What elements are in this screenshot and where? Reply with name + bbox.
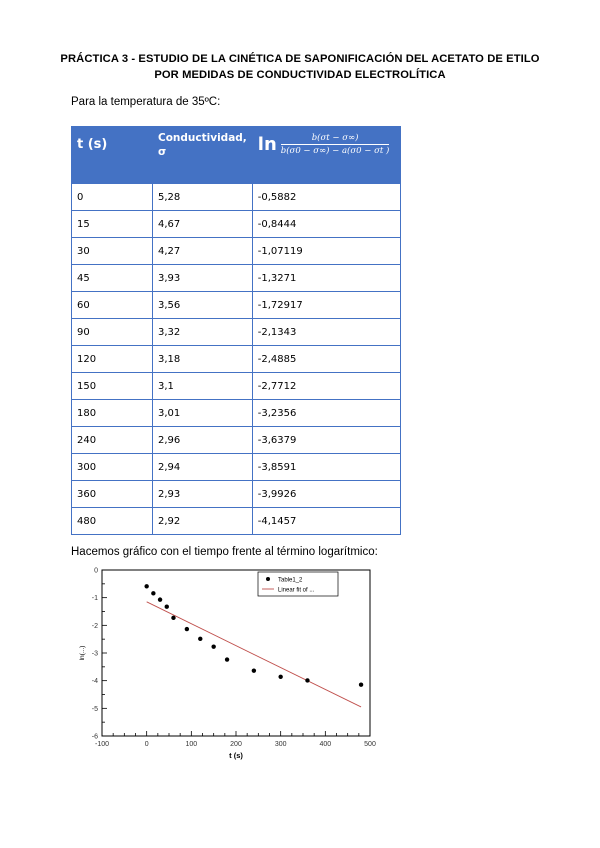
- table-row: [72, 184, 401, 211]
- table-row: [72, 400, 401, 427]
- cell-conductivity: 3,01: [153, 400, 253, 427]
- data-point: [144, 584, 148, 588]
- cell-time: 360: [72, 481, 153, 508]
- cell-ln-value: -1,07119: [252, 238, 400, 265]
- x-axis-label: t (s): [229, 751, 243, 760]
- cell-time: 45: [72, 265, 153, 292]
- x-tick-label: 300: [274, 741, 287, 748]
- x-tick-label: 500: [364, 741, 376, 748]
- data-point: [278, 675, 282, 679]
- data-point: [185, 627, 189, 631]
- data-point: [211, 644, 215, 648]
- legend-label-fit: Linear fit of ...: [278, 587, 315, 594]
- x-tick-label: 400: [319, 741, 332, 748]
- document-title: PRÁCTICA 3 - ESTUDIO DE LA CINÉTICA DE SAPONIFICACIÓN DEL ACETATO DE ETILO POR MEDIDAS DE CONDUCTIVIDAD ELECTROLÍTICA: [60, 53, 540, 81]
- cell-ln-value: -1,3271: [252, 265, 400, 292]
- cell-ln-value: -3,6379: [252, 427, 400, 454]
- cell-conductivity: 2,92: [153, 508, 253, 535]
- cell-ln-value: -0,8444: [252, 211, 400, 238]
- table-row: [72, 238, 401, 265]
- cell-conductivity: 2,93: [153, 481, 253, 508]
- cell-conductivity: 4,27: [153, 238, 253, 265]
- header-conductivity: Conductividad, σ: [153, 127, 253, 184]
- cell-time: 0: [72, 184, 153, 211]
- cell-time: 60: [72, 292, 153, 319]
- cell-time: 150: [72, 373, 153, 400]
- cell-time: 240: [72, 427, 153, 454]
- cell-ln-value: -3,9926: [252, 481, 400, 508]
- cell-conductivity: 3,18: [153, 346, 253, 373]
- data-table: [71, 126, 401, 535]
- cell-time: 120: [72, 346, 153, 373]
- legend-label-points: Table1_2: [278, 577, 303, 584]
- y-tick-label: -3: [91, 650, 98, 658]
- linear-fit-line: [147, 602, 361, 707]
- data-point: [165, 605, 169, 609]
- y-axis-label: ln(...): [79, 645, 86, 661]
- fraction-numerator: b(σt − σ∞): [281, 133, 390, 145]
- table-row: [72, 292, 401, 319]
- y-tick-label: -1: [91, 595, 98, 603]
- cell-time: 90: [72, 319, 153, 346]
- cell-conductivity: 2,96: [153, 427, 253, 454]
- cell-time: 480: [72, 508, 153, 535]
- x-tick-label: 100: [185, 741, 198, 748]
- cell-conductivity: 4,67: [153, 211, 253, 238]
- x-tick-label: 0: [144, 741, 149, 748]
- legend-marker-points: [266, 577, 270, 581]
- y-tick-label: 0: [94, 567, 98, 575]
- cell-ln-value: -4,1457: [252, 508, 400, 535]
- cell-conductivity: 3,1: [153, 373, 253, 400]
- ln-fraction: [281, 133, 390, 156]
- y-tick-label: -5: [91, 705, 98, 713]
- table-row: [72, 481, 401, 508]
- cell-ln-value: -0,5882: [252, 184, 400, 211]
- y-tick-label: -6: [91, 733, 98, 741]
- data-point: [225, 657, 229, 661]
- cell-ln-value: -1,72917: [252, 292, 400, 319]
- data-point: [151, 591, 155, 595]
- cell-ln-value: -2,7712: [252, 373, 400, 400]
- data-point: [198, 637, 202, 641]
- header-time: t (s): [72, 127, 153, 184]
- scatter-chart: [80, 562, 375, 762]
- ln-symbol: ln: [257, 134, 277, 155]
- table-row: [72, 319, 401, 346]
- cell-ln-value: -2,4885: [252, 346, 400, 373]
- cell-conductivity: 3,93: [153, 265, 253, 292]
- data-point: [359, 682, 363, 686]
- table-row: [72, 508, 401, 535]
- data-point: [158, 597, 162, 601]
- x-tick-label: 200: [230, 741, 242, 748]
- cell-time: 180: [72, 400, 153, 427]
- cell-ln-value: -3,8591: [252, 454, 400, 481]
- data-point: [171, 616, 175, 620]
- table-row: [72, 265, 401, 292]
- cell-conductivity: 2,94: [153, 454, 253, 481]
- data-point: [305, 678, 309, 682]
- y-tick-label: -4: [91, 678, 98, 686]
- table-row: [72, 211, 401, 238]
- cell-ln-value: -2,1343: [252, 319, 400, 346]
- data-point: [252, 668, 256, 672]
- y-tick-label: -2: [91, 622, 98, 630]
- chart-caption: Hacemos gráfico con el tiempo frente al término logarítmico:: [71, 546, 378, 558]
- x-tick-label: -100: [94, 741, 110, 748]
- cell-conductivity: 3,32: [153, 319, 253, 346]
- cell-conductivity: 3,56: [153, 292, 253, 319]
- header-ln-expression: [252, 127, 400, 184]
- cell-conductivity: 5,28: [153, 184, 253, 211]
- cell-time: 300: [72, 454, 153, 481]
- table-row: [72, 427, 401, 454]
- cell-time: 15: [72, 211, 153, 238]
- table-row: [72, 373, 401, 400]
- cell-ln-value: -3,2356: [252, 400, 400, 427]
- intro-text: Para la temperatura de 35ºC:: [71, 96, 221, 108]
- table-row: [72, 346, 401, 373]
- cell-time: 30: [72, 238, 153, 265]
- table-row: [72, 454, 401, 481]
- table-header-row: [72, 127, 401, 184]
- fraction-denominator: b(σ0 − σ∞) − a(σ0 − σt ): [280, 146, 390, 156]
